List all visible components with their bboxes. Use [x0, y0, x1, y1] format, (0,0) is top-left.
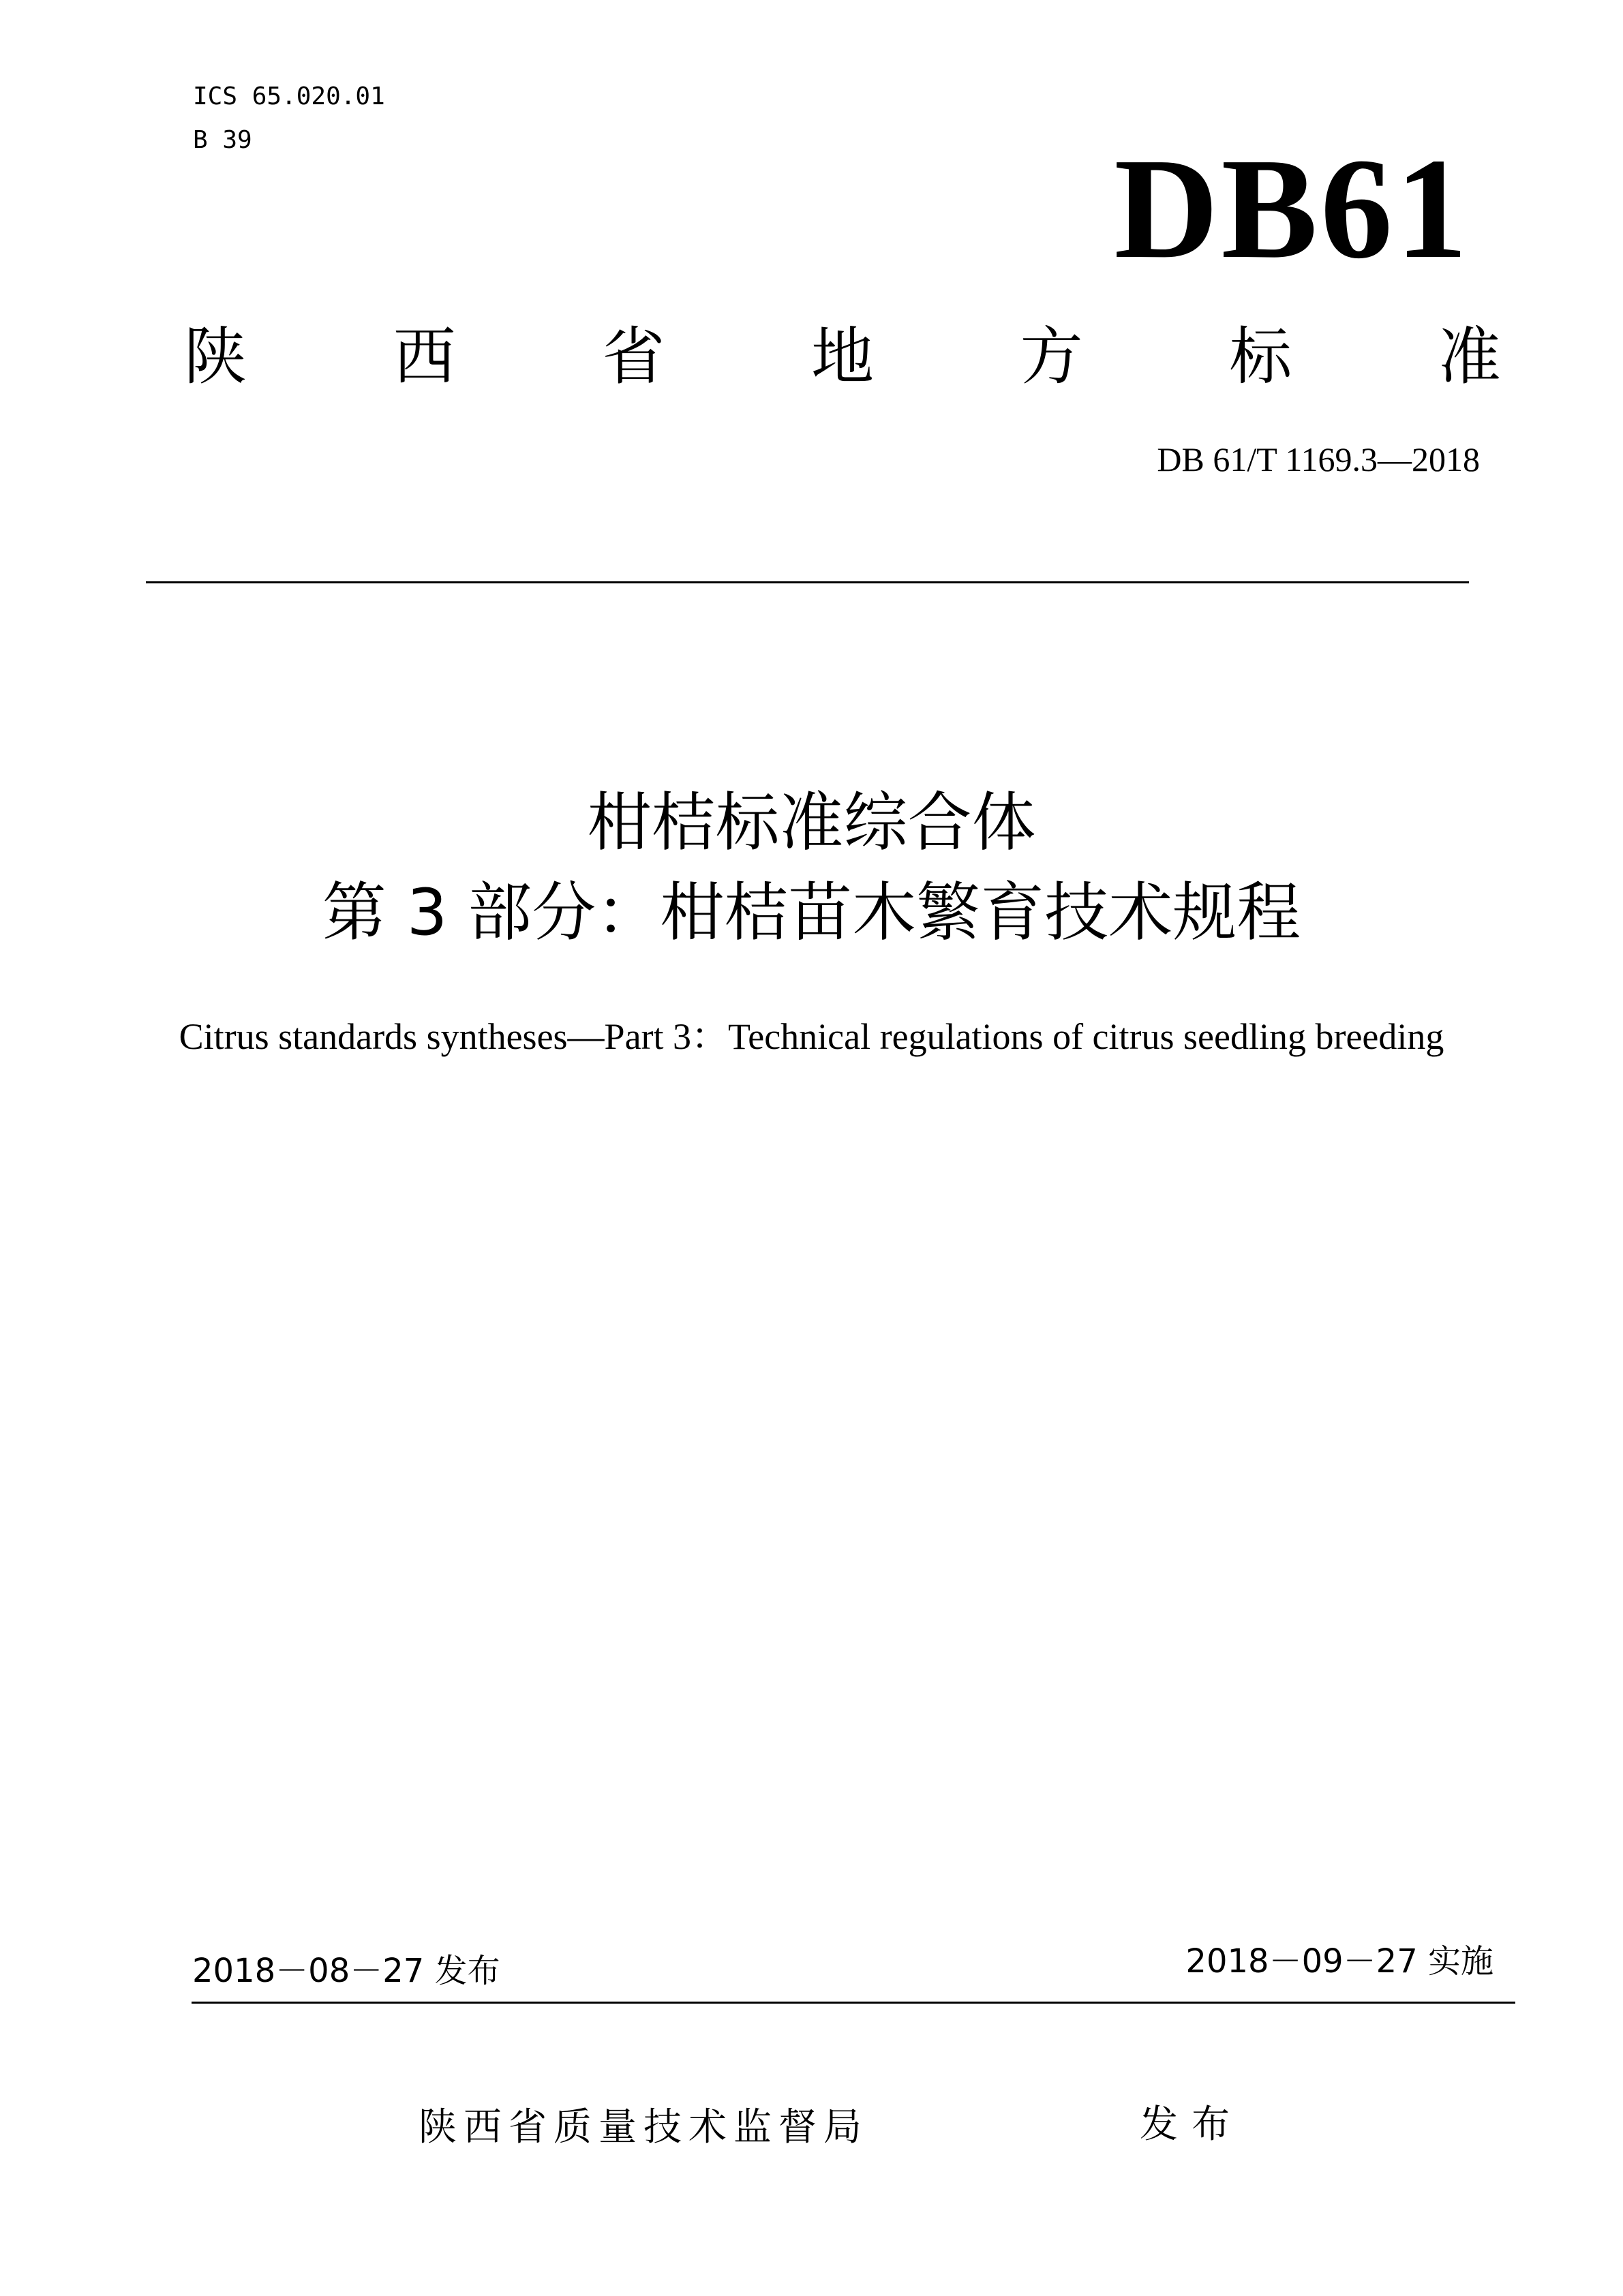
ccs-code: B 39	[193, 126, 252, 154]
ics-code: ICS 65.020.01	[193, 82, 385, 110]
header-divider	[146, 581, 1469, 583]
standard-type-char: 地	[810, 320, 874, 393]
implementation-date: 2018－09－27 实施	[1185, 1942, 1493, 1980]
issue-date: 2018－08－27 发布	[192, 1952, 500, 1990]
standard-type-char: 西	[393, 320, 456, 393]
standard-type-char: 标	[1229, 320, 1292, 393]
standard-type-char: 方	[1020, 320, 1083, 393]
db61-logo: DB61	[1114, 128, 1470, 288]
footer-divider	[192, 2002, 1515, 2004]
english-title: Citrus standards syntheses—Part 3：Technical regulations of citrus seedling breeding	[179, 1016, 1444, 1057]
standard-number: DB 61/T 1169.3—2018	[1157, 440, 1480, 478]
issue-action: 发布	[1140, 2102, 1243, 2147]
standard-type-char: 陕	[184, 320, 247, 393]
standard-type-heading	[184, 316, 1501, 398]
standard-type-char: 省	[602, 320, 665, 393]
chinese-title-line1: 柑桔标准综合体	[587, 786, 1036, 860]
standard-type-char: 准	[1438, 320, 1501, 393]
chinese-title-line2: 第 3 部分：柑桔苗木繁育技术规程	[322, 876, 1301, 950]
issuing-authority: 陕西省质量技术监督局	[419, 2105, 868, 2149]
